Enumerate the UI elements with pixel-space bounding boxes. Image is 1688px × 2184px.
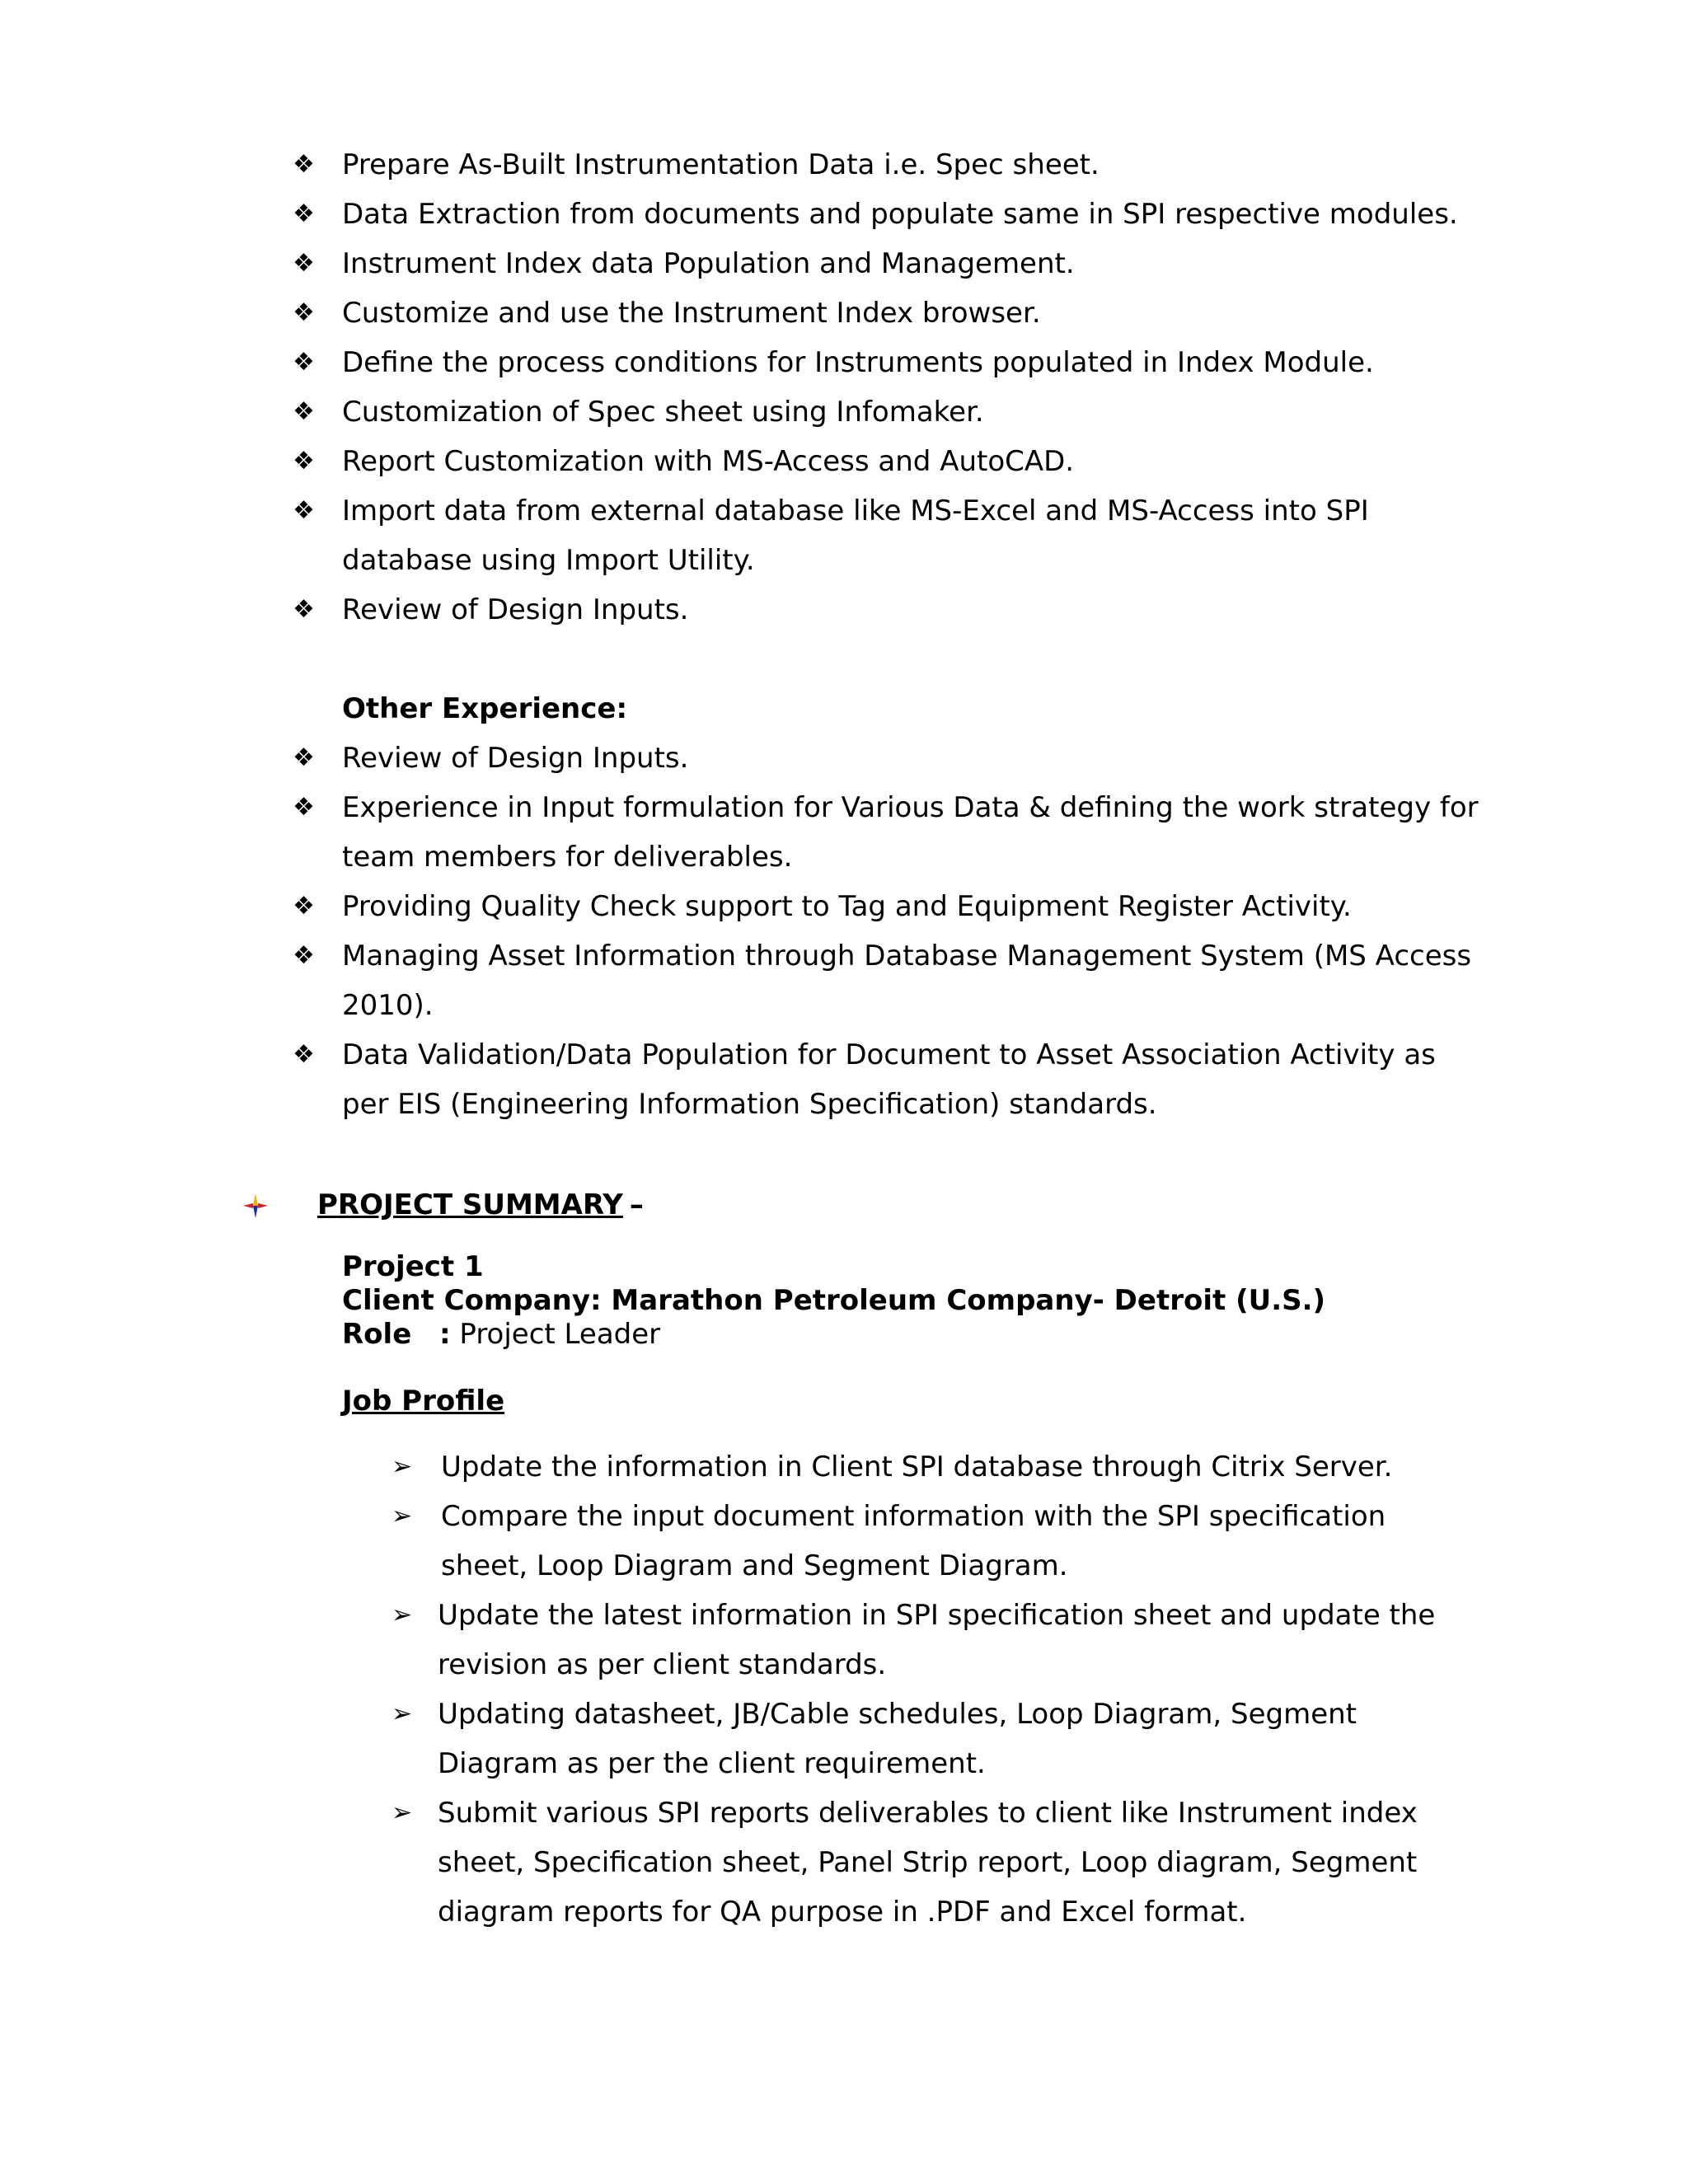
list-item: ❖ Customization of Spec sheet using Infomaker.	[293, 387, 1488, 437]
role-line	[342, 1318, 1325, 1352]
diamond-bullet-icon: ❖	[293, 150, 315, 179]
arrow-bullet-icon: ➢	[392, 1798, 413, 1827]
list-item: ➢ Submit various SPI reports deliverables to client like Instrument index sheet, Specification sheet, Panel Strip report, Loop diagram, Segment diagram reports for QA purpose in .PDF and Excel format.	[392, 1788, 1479, 1937]
list-item: ❖ Instrument Index data Population and Management.	[293, 239, 1488, 288]
list-item: ❖ Customize and use the Instrument Index browser.	[293, 288, 1488, 338]
list-item: ❖ Data Validation/Data Population for Document to Asset Association Activity as per EIS (Engineering Information Specification) standards.	[293, 1030, 1488, 1129]
list-item: ❖ Define the process conditions for Instruments populated in Index Module.	[293, 338, 1488, 387]
list-item: ❖ Providing Quality Check support to Tag and Equipment Register Activity.	[293, 882, 1488, 931]
list-item: ❖ Import data from external database like MS-Excel and MS-Access into SPI database using Import Utility.	[293, 486, 1488, 585]
arrow-bullet-icon: ➢	[392, 1502, 413, 1530]
list-item: ❖ Report Customization with MS-Access and AutoCAD.	[293, 437, 1488, 486]
diamond-bullet-icon: ❖	[293, 941, 315, 970]
diamond-bullet-icon: ❖	[293, 348, 315, 377]
diamond-bullet-icon: ❖	[293, 595, 315, 624]
list-item: ❖ Review of Design Inputs.	[293, 733, 1488, 783]
other-experience-heading: Other Experience:	[342, 692, 628, 725]
list-item: ❖ Review of Design Inputs.	[293, 585, 1488, 635]
diamond-bullet-icon: ❖	[293, 793, 315, 822]
client-company: Client Company: Marathon Petroleum Company- Detroit (U.S.)	[342, 1284, 1326, 1317]
diamond-bullet-icon: ❖	[293, 397, 315, 426]
arrow-bullet-icon: ➢	[392, 1601, 413, 1629]
diamond-bullet-icon: ❖	[293, 199, 315, 228]
project-summary-dash: –	[629, 1188, 644, 1221]
list-item: ➢ Updating datasheet, JB/Cable schedules, Loop Diagram, Segment Diagram as per the client requirement.	[392, 1690, 1479, 1788]
arrow-bullet-icon: ➢	[392, 1699, 413, 1728]
diamond-bullet-icon: ❖	[293, 1040, 315, 1069]
role-separator: :	[439, 1318, 451, 1351]
diamond-bullet-icon: ❖	[293, 249, 315, 278]
role-label: Role	[342, 1318, 412, 1351]
diamond-bullet-icon: ❖	[293, 743, 315, 772]
list-item: ➢ Compare the input document information with the SPI specification sheet, Loop Diagram and Segment Diagram.	[392, 1492, 1479, 1591]
list-item: ❖ Experience in Input formulation for Various Data & defining the work strategy for team members for deliverables.	[293, 783, 1488, 882]
list-item: ➢ Update the latest information in SPI specification sheet and update the revision as per client standards.	[392, 1591, 1479, 1690]
diamond-bullet-icon: ❖	[293, 892, 315, 921]
list-item: ❖ Prepare As-Built Instrumentation Data i.e. Spec sheet.	[293, 140, 1488, 190]
role-value: Project Leader	[459, 1318, 661, 1351]
job-profile-heading: Job Profile	[342, 1385, 505, 1418]
job-profile-list	[392, 1442, 1479, 1937]
project-number: Project 1	[342, 1250, 484, 1283]
list-item: ➢ Update the information in Client SPI database through Citrix Server.	[392, 1442, 1479, 1492]
diamond-bullet-icon: ❖	[293, 298, 315, 327]
arrow-bullet-icon: ➢	[392, 1452, 413, 1481]
diamond-bullet-icon: ❖	[293, 447, 315, 476]
responsibilities-list	[293, 140, 1488, 635]
four-point-star-icon	[243, 1193, 268, 1218]
list-item: ❖ Data Extraction from documents and populate same in SPI respective modules.	[293, 190, 1488, 239]
project-summary-title: PROJECT SUMMARY	[317, 1188, 623, 1221]
list-item: ❖ Managing Asset Information through Database Management System (MS Access 2010).	[293, 931, 1488, 1030]
project-details	[342, 1250, 1325, 1352]
diamond-bullet-icon: ❖	[293, 496, 315, 525]
other-experience-list	[293, 733, 1488, 1129]
